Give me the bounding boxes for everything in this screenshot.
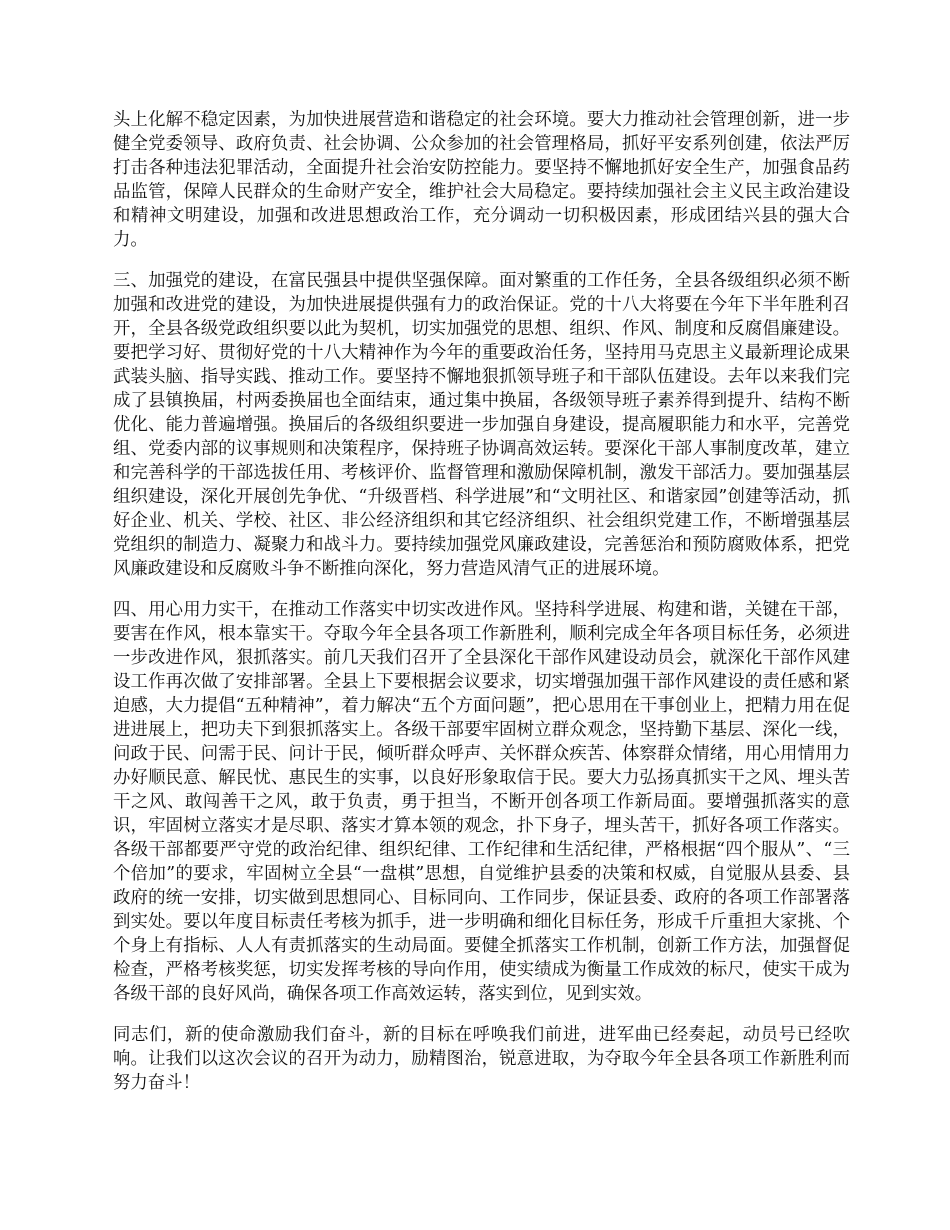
document-page [113, 108, 850, 1112]
paragraph-party-building: 三、加强党的建设，在富民强县中提供坚强保障。面对繁重的工作任务，全县各级组织必须不断加强和改进党的建设，为加快进展提供强有力的政治保证。党的十八大将要在今年下半年胜利召开，全县各级党政组织要以此为契机，切实加强党的思想、组织、作风、制度和反腐倡廉建设。要把学习好、贯彻好党的十八大精神作为今年的重要政治任务，坚持用马克思主义最新理论成果武装头脑、指导实践、推动工作。要坚持不懈地狠抓领导班子和干部队伍建设。去年以来我们完成了县镇换届，村两委换届也全面结束，通过集中换届，各级领导班子素养得到提升、结构不断优化、能力普遍增强。换届后的各级组织要进一步加强自身建设，提高履职能力和水平，完善党组、党委内部的议事规则和决策程序，保持班子协调高效运转。要深化干部人事制度改革，建立和完善科学的干部选拔任用、考核评价、监督管理和激励保障机制，激发干部活力。要加强基层组织建设，深化开展创先争优、“升级晋档、科学进展”和“文明社区、和谐家园”创建等活动，抓好企业、机关、学校、社区、非公经济组织和其它经济组织、社会组织党建工作，不断增强基层党组织的制造力、凝聚力和战斗力。要持续加强党风廉政建设，完善惩治和预防腐败体系，把党风廉政建设和反腐败斗争不断推向深化，努力营造风清气正的进展环境。 [113, 271, 850, 579]
paragraph-closing: 同志们，新的使命激励我们奋斗，新的目标在呼唤我们前进，进军曲已经奏起，动员号已经吹响。让我们以这次会议的召开为动力，励精图治，锐意进取，为夺取今年全县各项工作新胜利而努力奋斗！ [113, 1025, 850, 1093]
paragraph-work-style: 四、用心用力实干，在推动工作落实中切实改进作风。坚持科学进展、构建和谐，关键在干部，要害在作风，根本靠实干。夺取今年全县各项工作新胜利，顺利完成全年各项目标任务，必须进一步改进作风，狠抓落实。前几天我们召开了全县深化干部作风建设动员会，就深化干部作风建设工作再次做了安排部署。全县上下要根据会议要求，切实增强加强干部作风建设的责任感和紧迫感，大力提倡“五种精神”，着力解决“五个方面问题”，把心思用在干事创业上，把精力用在促进进展上，把功夫下到狠抓落实上。各级干部要牢固树立群众观念，坚持勤下基层、深化一线，问政于民、问需于民、问计于民，倾听群众呼声、关怀群众疾苦、体察群众情绪，用心用情用力办好顺民意、解民忧、惠民生的实事，以良好形象取信于民。要大力弘扬真抓实干之风、埋头苦干之风、敢闯善干之风，敢于负责，勇于担当，不断开创各项工作新局面。要增强抓落实的意识，牢固树立落实才是尽职、落实才算本领的观念，扑下身子，埋头苦干，抓好各项工作落实。各级干部都要严守党的政治纪律、组织纪律、工作纪律和生活纪律，严格根据“四个服从”、“三个倍加”的要求，牢固树立全县“一盘棋”思想，自觉维护县委的决策和权威，自觉服从县委、县政府的统一安排，切实做到思想同心、目标同向、工作同步，保证县委、政府的各项工作部署落到实处。要以年度目标责任考核为抓手，进一步明确和细化目标任务，形成千斤重担大家挑、个个身上有指标、人人有责抓落实的生动局面。要健全抓落实工作机制，创新工作方法，加强督促检查，严格考核奖惩，切实发挥考核的导向作用，使实绩成为衡量工作成效的标尺，使实干成为各级干部的良好风尚，确保各项工作高效运转，落实到位，见到实效。 [113, 600, 850, 1004]
paragraph-social-stability: 头上化解不稳定因素，为加快进展营造和谐稳定的社会环境。要大力推动社会管理创新，进一步健全党委领导、政府负责、社会协调、公众参加的社会管理格局，抓好平安系列创建，依法严厉打击各种违法犯罪活动，全面提升社会治安防控能力。要坚持不懈地抓好安全生产，加强食品药品监管，保障人民群众的生命财产安全，维护社会大局稳定。要持续加强社会主义民主政治建设和精神文明建设，加强和改进思想政治工作，充分调动一切积极因素，形成团结兴县的强大合力。 [113, 110, 850, 250]
